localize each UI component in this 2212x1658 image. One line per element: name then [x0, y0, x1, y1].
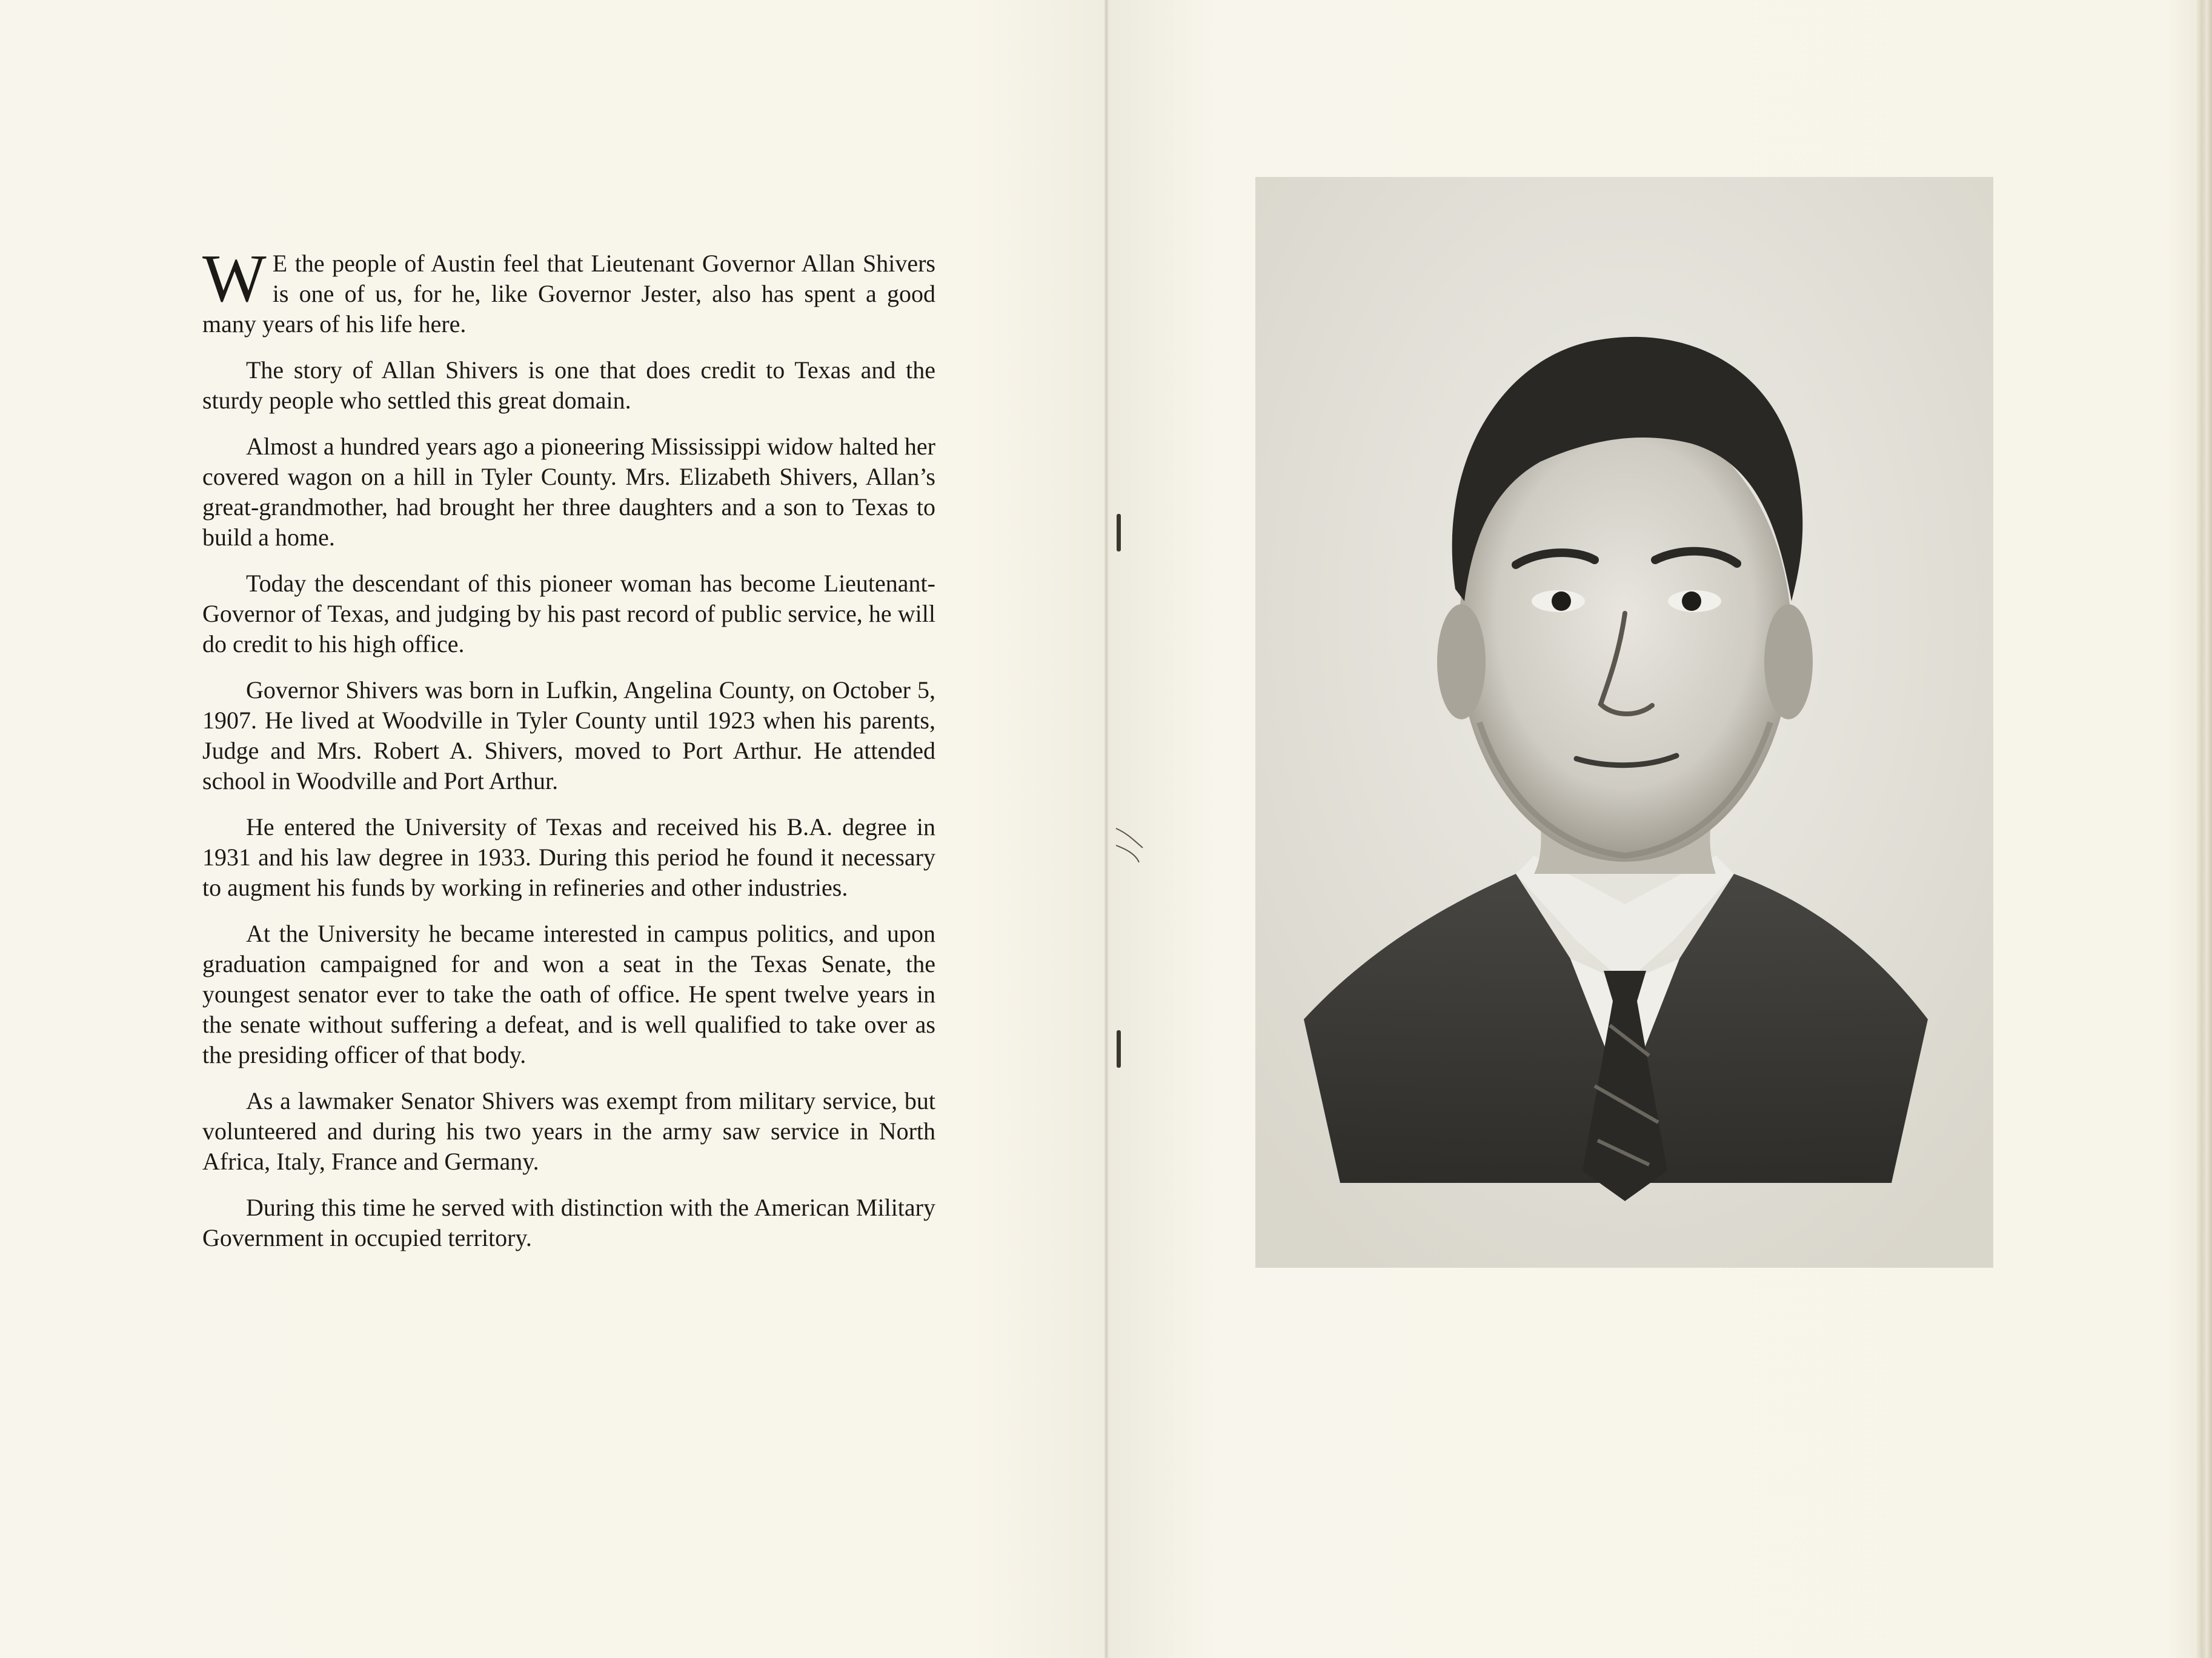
page-edge — [2195, 0, 2212, 1658]
paragraph: Almost a hundred years ago a pioneering Mississippi widow halted her covered wagon on a hill in Tyler County. Mrs. Elizabeth Shivers, Allan’s great-grandmother, had brought her three daughters and a son to Texas to build a home. — [202, 433, 935, 551]
biography-text — [202, 241, 935, 1269]
portrait-frame — [1255, 177, 1993, 1268]
drop-cap: W — [202, 241, 267, 316]
paragraph: He entered the University of Texas and received his B.A. degree in 1931 and his law degree in 1933. During this period he found it necessary to augment his funds by working in refineries and other industries. — [202, 813, 935, 901]
portrait-sketch-icon — [1255, 177, 1993, 1268]
center-fold — [1104, 0, 1109, 1658]
paragraph: As a lawmaker Senator Shivers was exempt from military service, but volunteered and during his two years in the army saw service in North Africa, Italy, France and Germany. — [202, 1087, 935, 1175]
paragraph-text: E the people of Austin feel that Lieutenant Governor Allan Shivers is one of us, for he, like Governor Jester, also has spent a good many years of his life here. — [202, 250, 935, 338]
staple-icon — [1117, 1030, 1121, 1068]
paragraph — [202, 241, 935, 339]
paragraph: Today the descendant of this pioneer woman has become Lieutenant-Governor of Texas, and judging by his past record of public service, he will do credit to his high office. — [202, 570, 935, 658]
paragraph: The story of Allan Shivers is one that does credit to Texas and the sturdy people who settled this great domain. — [202, 356, 935, 414]
paragraph: During this time he served with distinction with the American Military Government in occupied territory. — [202, 1194, 935, 1251]
binding-thread-icon — [1115, 827, 1145, 864]
paragraph: Governor Shivers was born in Lufkin, Angelina County, on October 5, 1907. He lived at Woodville in Tyler County until 1923 when his parents, Judge and Mrs. Robert A. Shivers, moved to Port Arthur. He attended school in Woodville and Port Arthur. — [202, 676, 935, 794]
staple-icon — [1117, 514, 1121, 551]
paragraph: At the University he became interested in campus politics, and upon graduation campaigned for and won a seat in the Texas Senate, the youngest senator ever to take the oath of office. He spent twelve years in the senate without suffering a defeat, and is well qualified to take over as the presiding officer of that body. — [202, 920, 935, 1068]
